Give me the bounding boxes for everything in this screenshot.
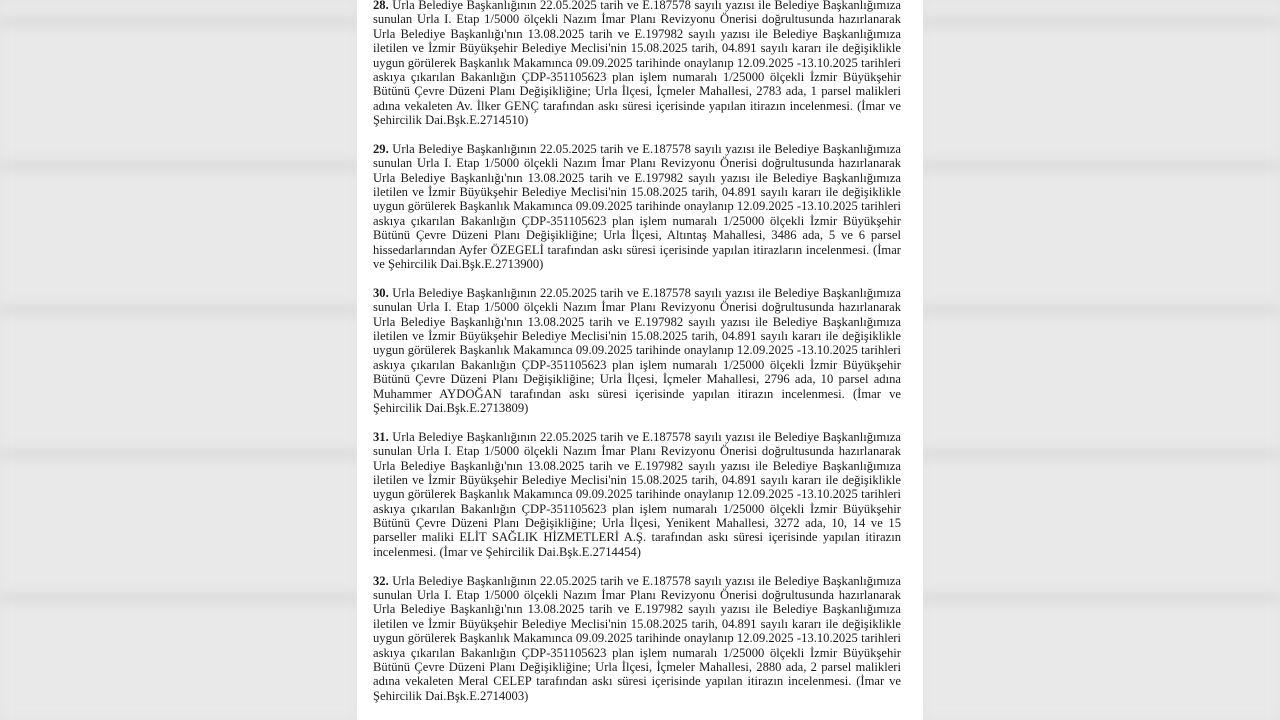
text-line: Urla Belediye Başkanlığı'nın 13.08.2025 tarih ve E.197982 sayılı yazısı ile Belediye Başkanlığımıza <box>373 458 901 473</box>
blurred-background-right <box>923 0 1280 720</box>
document-content <box>373 0 901 718</box>
text-line: Şehircilik Dai.Bşk.E.2713809) <box>373 400 529 415</box>
text-line: sunulan Urla I. Etap 1/5000 ölçekli Nazım İmar Planı Revizyonu Önerisi doğrultusunda hazırlanarak <box>373 300 901 315</box>
text-line: askıya çıkarılan Bakanlığın ÇDP-351105623 plan işlem numaralı 1/25000 ölçekli İzmir Büyükşehir <box>373 645 901 660</box>
text-line: Urla Belediye Başkanlığı'nın 13.08.2025 tarih ve E.197982 sayılı yazısı ile Belediye Başkanlığımıza <box>373 26 901 41</box>
text-line <box>373 0 901 12</box>
item-number: 28. <box>373 0 389 12</box>
agenda-item-29 <box>373 142 901 272</box>
text-line: uygun görülerek Başkanlık Makamınca 09.09.2025 tarihinde onaylanıp 12.09.2025 -13.10.2025 tarihleri <box>373 55 901 70</box>
text-line: Bütünü Çevre Düzeni Planı Değişikliğine; Urla İlçesi, Yenikent Mahallesi, 3272 ada, 10, 14 ve 15 <box>373 516 901 531</box>
text-line: uygun görülerek Başkanlık Makamınca 09.09.2025 tarihinde onaylanıp 12.09.2025 -13.10.2025 tarihleri <box>373 199 901 214</box>
text-line: iletilen ve İzmir Büyükşehir Belediye Meclisi'nin 15.08.2025 tarih, 04.891 sayılı kararı ile değişiklikle <box>373 328 901 343</box>
text-line: sunulan Urla I. Etap 1/5000 ölçekli Nazım İmar Planı Revizyonu Önerisi doğrultusunda hazırlanarak <box>373 588 901 603</box>
text-line: askıya çıkarılan Bakanlığın ÇDP-351105623 plan işlem numaralı 1/25000 ölçekli İzmir Büyükşehir <box>373 213 901 228</box>
line-text: Urla Belediye Başkanlığının 22.05.2025 tarih ve E.187578 sayılı yazısı ile Belediye Başkanlığımıza <box>392 0 901 12</box>
text-line: ve Şehircilik Dai.Bşk.E.2713900) <box>373 257 544 272</box>
text-line: adına vekaleten Meral CELEP tarafından askı süresi içerisinde yapılan itirazın incelenmesi. (İmar ve <box>373 674 901 689</box>
text-line: hissedarlarından Ayfer ÖZEGELİ tarafından askı süresi içerisinde yapılan itirazların incelenmesi. (İmar <box>373 242 901 257</box>
text-line: sunulan Urla I. Etap 1/5000 ölçekli Nazım İmar Planı Revizyonu Önerisi doğrultusunda hazırlanarak <box>373 444 901 459</box>
text-line: sunulan Urla I. Etap 1/5000 ölçekli Nazım İmar Planı Revizyonu Önerisi doğrultusunda hazırlanarak <box>373 156 901 171</box>
text-line: incelenmesi. (İmar ve Şehircilik Dai.Bşk.E.2714454) <box>373 544 641 559</box>
text-line: Bütünü Çevre Düzeni Planı Değişikliğine; Urla İlçesi, İçmeler Mahallesi, 2880 ada, 2 parsel malikleri <box>373 659 901 674</box>
agenda-item-31 <box>373 430 901 560</box>
text-line: Urla Belediye Başkanlığı'nın 13.08.2025 tarih ve E.197982 sayılı yazısı ile Belediye Başkanlığımıza <box>373 170 901 185</box>
line-text: Urla Belediye Başkanlığının 22.05.2025 tarih ve E.187578 sayılı yazısı ile Belediye Başkanlığımıza <box>392 285 901 300</box>
item-number: 29. <box>373 141 389 156</box>
text-line <box>373 142 901 156</box>
item-number: 32. <box>373 573 389 588</box>
text-line: iletilen ve İzmir Büyükşehir Belediye Meclisi'nin 15.08.2025 tarih, 04.891 sayılı kararı ile değişiklikle <box>373 472 901 487</box>
text-line: iletilen ve İzmir Büyükşehir Belediye Meclisi'nin 15.08.2025 tarih, 04.891 sayılı kararı ile değişiklikle <box>373 616 901 631</box>
text-line: uygun görülerek Başkanlık Makamınca 09.09.2025 tarihinde onaylanıp 12.09.2025 -13.10.2025 tarihleri <box>373 631 901 646</box>
item-number: 30. <box>373 285 389 300</box>
text-line: adına vekaleten Av. İlker GENÇ tarafından askı süresi içerisinde yapılan itirazın incelenmesi. (İmar ve <box>373 98 901 113</box>
text-line: Şehircilik Dai.Bşk.E.2714510) <box>373 113 529 128</box>
text-line <box>373 286 901 300</box>
text-line <box>373 574 901 588</box>
text-line: askıya çıkarılan Bakanlığın ÇDP-351105623 plan işlem numaralı 1/25000 ölçekli İzmir Büyükşehir <box>373 357 901 372</box>
item-number: 31. <box>373 429 389 444</box>
text-line: uygun görülerek Başkanlık Makamınca 09.09.2025 tarihinde onaylanıp 12.09.2025 -13.10.2025 tarihleri <box>373 343 901 358</box>
text-line: Urla Belediye Başkanlığı'nın 13.08.2025 tarih ve E.197982 sayılı yazısı ile Belediye Başkanlığımıza <box>373 314 901 329</box>
blurred-background-left <box>0 0 357 720</box>
text-line: Urla Belediye Başkanlığı'nın 13.08.2025 tarih ve E.197982 sayılı yazısı ile Belediye Başkanlığımıza <box>373 602 901 617</box>
text-line: askıya çıkarılan Bakanlığın ÇDP-351105623 plan işlem numaralı 1/25000 ölçekli İzmir Büyükşehir <box>373 501 901 516</box>
text-line: iletilen ve İzmir Büyükşehir Belediye Meclisi'nin 15.08.2025 tarih, 04.891 sayılı kararı ile değişiklikle <box>373 41 901 56</box>
text-line: uygun görülerek Başkanlık Makamınca 09.09.2025 tarihinde onaylanıp 12.09.2025 -13.10.2025 tarihleri <box>373 487 901 502</box>
line-text: Urla Belediye Başkanlığının 22.05.2025 tarih ve E.187578 sayılı yazısı ile Belediye Başkanlığımıza <box>392 573 901 588</box>
text-line: Bütünü Çevre Düzeni Planı Değişikliğine; Urla İlçesi, İçmeler Mahallesi, 2783 ada, 1 parsel malikleri <box>373 84 901 99</box>
line-text: Urla Belediye Başkanlığının 22.05.2025 tarih ve E.187578 sayılı yazısı ile Belediye Başkanlığımıza <box>392 141 901 156</box>
text-line: iletilen ve İzmir Büyükşehir Belediye Meclisi'nin 15.08.2025 tarih, 04.891 sayılı kararı ile değişiklikle <box>373 185 901 200</box>
text-line: Bütünü Çevre Düzeni Planı Değişikliğine; Urla İlçesi, Altıntaş Mahallesi, 3486 ada, 5 ve 6 parsel <box>373 228 901 243</box>
text-line: askıya çıkarılan Bakanlığın ÇDP-351105623 plan işlem numaralı 1/25000 ölçekli İzmir Büyükşehir <box>373 69 901 84</box>
text-line: sunulan Urla I. Etap 1/5000 ölçekli Nazım İmar Planı Revizyonu Önerisi doğrultusunda hazırlanarak <box>373 12 901 27</box>
text-line: Bütünü Çevre Düzeni Planı Değişikliğine; Urla İlçesi, İçmeler Mahallesi, 2796 ada, 10 parsel adına <box>373 372 901 387</box>
text-line: parseller maliki ELİT SAĞLIK HİZMETLERİ A.Ş. tarafından askı süresi içerisinde yapılan itirazın <box>373 530 901 545</box>
text-line: Muhammer AYDOĞAN tarafından askı süresi içerisinde yapılan itirazın incelenmesi. (İmar ve <box>373 386 901 401</box>
agenda-item-32 <box>373 574 901 704</box>
line-text: Urla Belediye Başkanlığının 22.05.2025 tarih ve E.187578 sayılı yazısı ile Belediye Başkanlığımıza <box>392 429 901 444</box>
agenda-item-30 <box>373 286 901 416</box>
text-line <box>373 430 901 444</box>
agenda-item-28 <box>373 0 901 128</box>
text-line: Şehircilik Dai.Bşk.E.2714003) <box>373 688 529 703</box>
